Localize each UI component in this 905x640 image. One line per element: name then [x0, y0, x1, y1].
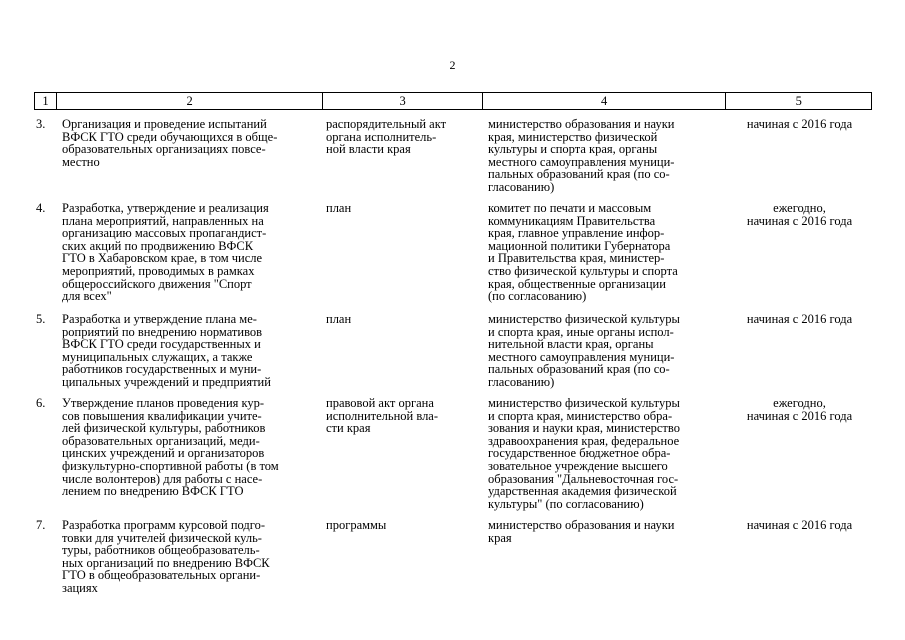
deadline: начиная с 2016 года [746, 117, 853, 131]
completion-form: план [326, 201, 352, 215]
task-description: Утверждение планов проведения кур- сов повышения квалификации учите- лей физической культуры, работников образовательных организаций, меди- цинских учреждений и организаторов физкультурно-спортивной работы (в том числе волонтеров) для работы с насе- лением по внедрению ВФСК ГТО [62, 396, 279, 499]
table-header [34, 92, 872, 110]
responsible-executors: министерство образования и науки края [488, 518, 675, 545]
row-number: 7. [36, 518, 46, 532]
page-number: 2 [449, 58, 456, 72]
header-cell-3: 3 [322, 93, 482, 109]
responsible-executors: министерство образования и науки края, министерство физической культуры и спорта края, органы местного самоуправления муници- пальных образований края (по со- гласованию) [488, 117, 675, 194]
row-number: 4. [36, 201, 46, 215]
row-number: 5. [36, 312, 46, 326]
responsible-executors: министерство физической культуры и спорта края, министерство обра- зования и науки края, министерство здравоохранения края, федеральное государственное бюджетное обра- зовательное учреждение высшего образования "Дальневосточная гос- ударственная академия физической культуры" (по согласованию) [488, 396, 680, 511]
row-number: 6. [36, 396, 46, 410]
responsible-executors: министерство физической культуры и спорта края, иные органы испол- нительной власти края, органы местного самоуправления муници- пальных образований края (по со- гласованию) [488, 312, 680, 389]
deadline: ежегодно, начиная с 2016 года [746, 201, 853, 228]
header-cell-1: 1 [42, 94, 49, 108]
completion-form: план [326, 312, 352, 326]
completion-form: программы [326, 518, 387, 532]
deadline: начиная с 2016 года [746, 518, 853, 532]
completion-form: правовой акт органа исполнительной вла- сти края [326, 396, 439, 436]
header-cell-5: 5 [725, 93, 871, 109]
responsible-executors: комитет по печати и массовым коммуникациям Правительства края, главное управление инфор- мационной политики Губернатора и Правительства края, министер- ство физической культуры и спорта края, общественные организации (по согласованию) [488, 201, 678, 304]
deadline: ежегодно, начиная с 2016 года [746, 396, 853, 423]
row-number: 3. [36, 117, 46, 131]
header-cell-4: 4 [482, 93, 725, 109]
task-description: Разработка и утверждение плана ме- роприятий по внедрению нормативов ВФСК ГТО среди государственных и муниципальных служащих, а также работников государственных и муни- ципальных учреждений и предприятий [62, 312, 271, 389]
task-description: Разработка программ курсовой подго- товки для учителей физической куль- туры, работников общеобразователь- ных организаций по внедрению ВФСК ГТО в общеобразовательных органи- зациях [62, 518, 270, 595]
deadline: начиная с 2016 года [746, 312, 853, 326]
header-cell-2: 2 [56, 93, 322, 109]
completion-form: распорядительный акт органа исполнитель- ной власти края [326, 117, 447, 157]
task-description: Разработка, утверждение и реализация плана мероприятий, направленных на организацию массовых пропагандист- ских акций по продвижению ВФСК ГТО в Хабаровском крае, в том числе мероприятий, проводимых в рамках общероссийского движения "Спорт для всех" [62, 201, 269, 304]
task-description: Организация и проведение испытаний ВФСК ГТО среди обучающихся в обще- образовательных организациях повсе- местно [62, 117, 278, 169]
